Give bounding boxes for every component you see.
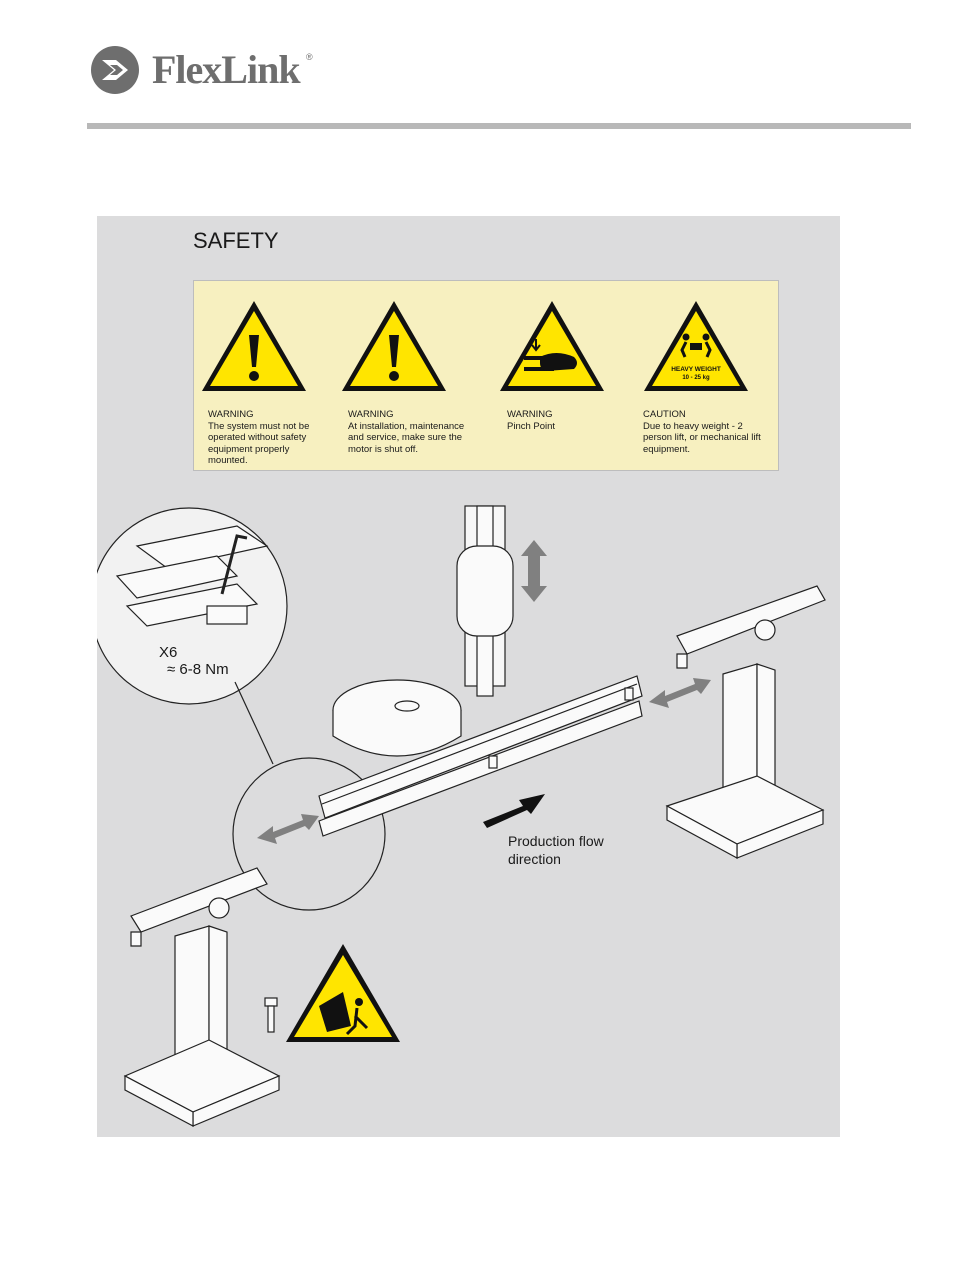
- caption-text: Due to heavy weight - 2 person lift, or mechanical lift equipment.: [643, 420, 761, 455]
- right-support-stand: [667, 586, 825, 858]
- caption-heading: WARNING: [348, 409, 394, 420]
- bolt-icon: [265, 998, 277, 1032]
- production-flow-arrow-icon: [483, 794, 545, 828]
- vertical-double-arrow-icon: [521, 540, 547, 602]
- caption-text: The system must not be operated without safety equipment properly mounted.: [208, 420, 310, 466]
- heavy-weight-sign-subtext: 10 - 25 kg: [682, 375, 710, 381]
- caption-text: At installation, maintenance and service, make sure the motor is shut off.: [348, 420, 465, 455]
- left-double-arrow-icon: [257, 814, 319, 844]
- safety-title: SAFETY: [193, 228, 279, 253]
- flexlink-logo-icon: [90, 44, 144, 98]
- caption-heading: CAUTION: [643, 409, 686, 420]
- flow-label-line1: Production flow: [508, 833, 604, 849]
- heavy-weight-sign-text: HEAVY WEIGHT: [671, 366, 721, 373]
- right-double-arrow-icon: [649, 678, 711, 708]
- safety-panel: [97, 216, 840, 1137]
- torque-label: ≈ 6-8 Nm: [167, 661, 229, 678]
- flexlink-logo: [90, 44, 330, 98]
- registered-mark: ®: [306, 52, 313, 62]
- caption-heading: WARNING: [507, 409, 553, 420]
- caption-heading: WARNING: [208, 409, 254, 420]
- caption-text: Pinch Point: [507, 420, 556, 432]
- tipping-hazard-icon: [286, 944, 400, 1042]
- logo-wordmark: FlexLink: [152, 47, 300, 92]
- header-rule: [87, 123, 911, 129]
- fastener-count-label: X6: [159, 644, 178, 661]
- flow-label-line2: direction: [508, 851, 561, 867]
- left-support-stand: [125, 868, 279, 1126]
